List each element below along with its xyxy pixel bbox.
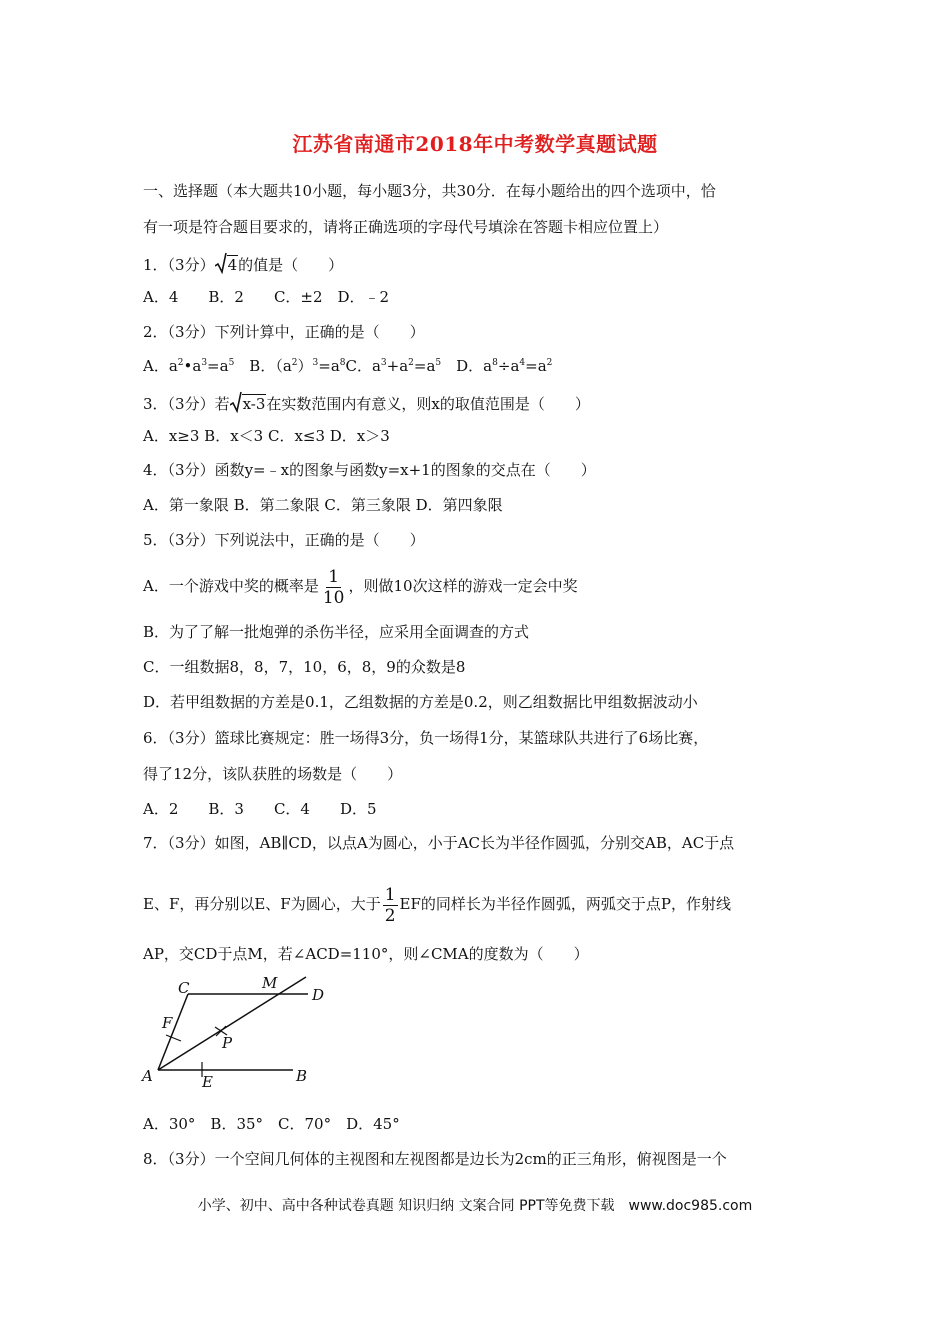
- label-p: P: [222, 1034, 233, 1052]
- q5-a-suffix: ，则做10次这样的游戏一定会中奖: [348, 577, 578, 595]
- q2-text: D．a: [441, 357, 493, 375]
- fraction-1-10: [321, 567, 347, 608]
- q2-exp: 2: [291, 358, 298, 368]
- q2-exp: 8: [492, 358, 498, 368]
- q2-exp: 2: [177, 358, 184, 368]
- question-6-line-1: 6．（3分）篮球比赛规定：胜一场得3分，负一场得1分，某篮球队共进行了6场比赛，: [143, 729, 709, 747]
- question-3-prefix: 3．（3分）若: [143, 395, 230, 413]
- arc-mark-f: [166, 1035, 181, 1041]
- geometry-figure: [138, 968, 338, 1093]
- numerator: 1: [384, 884, 396, 905]
- radicand: x-3: [242, 395, 266, 413]
- label-a: A: [142, 1067, 153, 1085]
- label-e: E: [202, 1073, 213, 1091]
- page-footer: 小学、初中、高中各种试卷真题 知识归纳 文案合同 PPT等免费下载 www.doc985.com: [197, 1198, 753, 1214]
- question-3-stem: [143, 391, 813, 414]
- question-5-option-d: D．若甲组数据的方差是0.1，乙组数据的方差是0.2，则乙组数据比甲组数据波动小: [143, 693, 698, 711]
- question-2-stem: 2．（3分）下列计算中，正确的是（ ）: [143, 323, 425, 341]
- fraction-1-2: [383, 885, 398, 926]
- question-5-option-b: B．为了了解一批炮弹的杀伤半径，应采用全面调查的方式: [143, 623, 530, 641]
- label-m: M: [262, 974, 278, 992]
- q2-exp: 8: [339, 358, 346, 368]
- radicand: 4: [227, 256, 238, 274]
- q2-text: C．a: [345, 357, 381, 375]
- q2-text: ）: [297, 357, 313, 375]
- question-7-line-1: 7．（3分）如图，AB∥CD，以点A为圆心，小于AC长为半径作圆弧，分别交AB，AC于点: [143, 834, 735, 852]
- q2-exp: 3: [380, 358, 387, 368]
- section-instructions-line-2: 有一项是符合题目要求的，请将正确选项的字母代号填涂在答题卡相应位置上）: [143, 218, 669, 236]
- question-8-line-1: 8．（3分）一个空间几何体的主视图和左视图都是边长为2cm的正三角形，俯视图是一个: [143, 1150, 727, 1168]
- question-2-options: [143, 356, 813, 376]
- question-3-suffix: 在实数范围内有意义，则x的取值范围是（ ）: [266, 395, 590, 413]
- question-7-line-3: AP，交CD于点M，若∠ACD=110°，则∠CMA的度数为（ ）: [143, 945, 589, 963]
- q2-exp: 5: [435, 358, 442, 368]
- sqrt-4: [215, 252, 239, 274]
- q2-text: =a: [207, 357, 229, 375]
- q2-text: ÷a: [497, 357, 520, 375]
- q2-exp: 2: [408, 358, 414, 368]
- q2-text: =a: [413, 357, 436, 375]
- question-4-options: A．第一象限 B．第二象限 C．第三象限 D．第四象限: [143, 496, 503, 514]
- section-instructions-line-1: 一、选择题（本大题共10小题，每小题3分，共30分．在每小题给出的四个选项中，恰: [143, 182, 716, 200]
- sqrt-x-minus-3: [230, 391, 267, 413]
- q2-text: A．a: [143, 357, 178, 375]
- question-5-option-a: [143, 566, 813, 608]
- q2-exp: 3: [312, 358, 319, 368]
- question-7-options: A．30° B．35° C．70° D．45°: [143, 1115, 400, 1133]
- question-6-options: A．2 B．3 C．4 D．5: [143, 800, 377, 818]
- label-b: B: [296, 1067, 308, 1085]
- q7-line2-prefix: E、F，再分别以E、F为圆心，大于: [143, 895, 381, 913]
- question-1-prefix: 1．（3分）: [143, 256, 215, 274]
- question-1-stem: [143, 252, 813, 275]
- q2-text: •a: [183, 357, 202, 375]
- question-5-stem: 5．（3分）下列说法中，正确的是（ ）: [143, 531, 425, 549]
- q2-exp: 2: [546, 358, 553, 368]
- question-7-line-2: [143, 884, 813, 926]
- page-title: 江苏省南通市2018年中考数学真题试题: [292, 132, 658, 156]
- q2-exp: 4: [519, 358, 526, 368]
- question-1-options: A．4 B．2 C．±2 D．﹣2: [143, 288, 390, 306]
- q2-exp: 3: [201, 358, 208, 368]
- q5-a-prefix: A．一个游戏中奖的概率是: [143, 577, 319, 595]
- label-f: F: [162, 1014, 173, 1032]
- numerator: 1: [328, 566, 340, 587]
- denominator: 2: [384, 905, 396, 926]
- label-c: C: [178, 979, 190, 997]
- question-6-line-2: 得了12分，该队获胜的场数是（ ）: [143, 765, 403, 783]
- label-d: D: [312, 986, 325, 1004]
- question-1-suffix: 的值是（ ）: [238, 256, 344, 274]
- q2-text: =a: [525, 357, 547, 375]
- q2-text: B．（a: [234, 357, 292, 375]
- question-5-option-c: C．一组数据8，8，7，10，6，8，9的众数是8: [143, 658, 466, 676]
- q2-exp: 5: [228, 358, 235, 368]
- question-3-options: A．x≥3 B．x＜3 C．x≤3 D．x＞3: [143, 427, 390, 445]
- q2-text: =a: [318, 357, 340, 375]
- q7-line2-suffix: EF的同样长为半径作圆弧，两弧交于点P，作射线: [399, 895, 731, 913]
- denominator: 10: [322, 587, 345, 608]
- q2-text: +a: [386, 357, 409, 375]
- question-4-stem: 4．（3分）函数y=﹣x的图象与函数y=x+1的图象的交点在（ ）: [143, 461, 596, 479]
- segment-ac: [158, 994, 188, 1070]
